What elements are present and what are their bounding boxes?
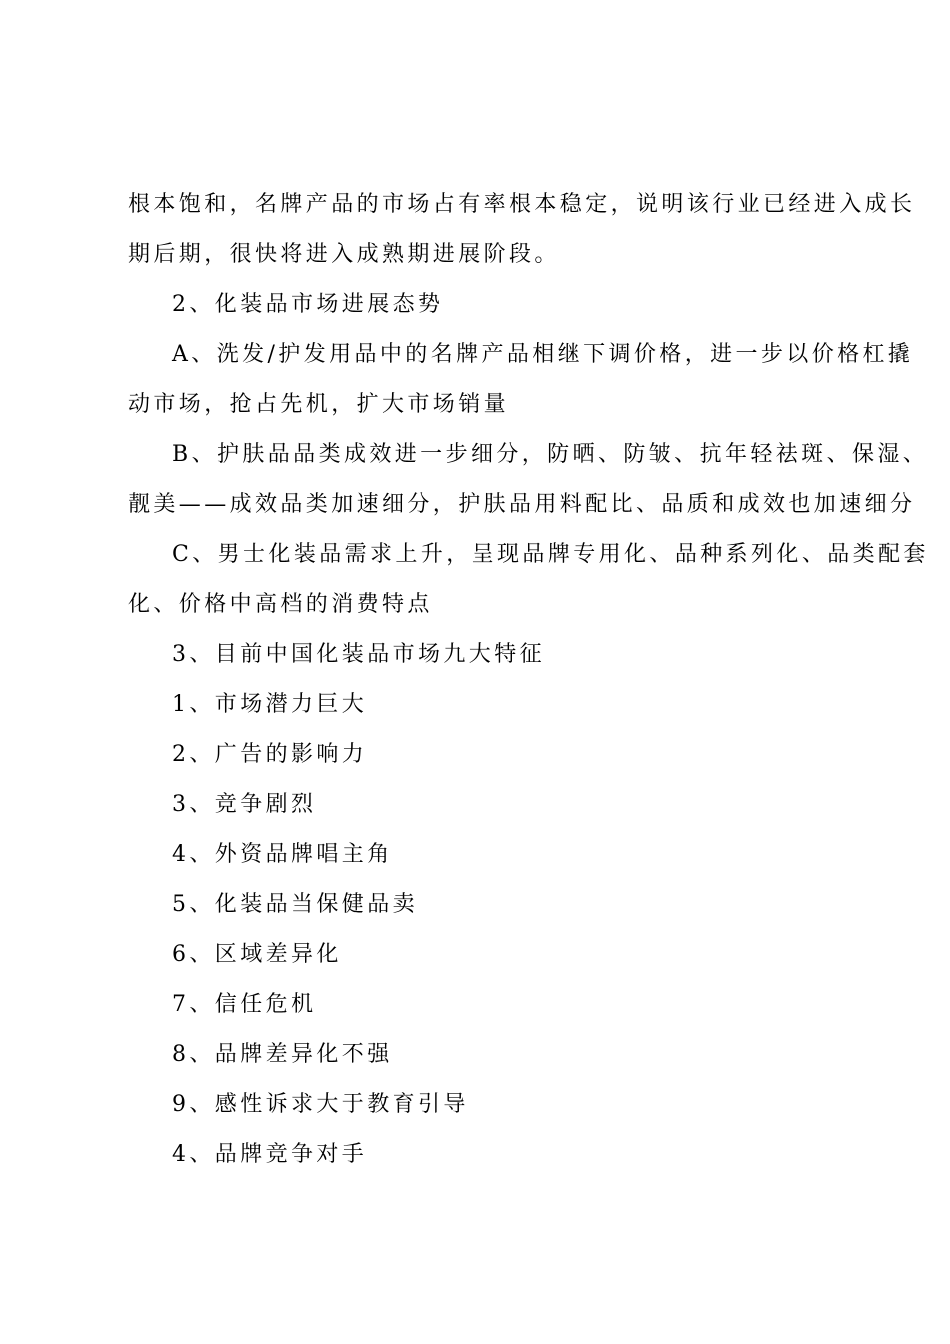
list-item: 7、信任危机	[172, 992, 317, 1017]
list-item: 3、竞争剧烈	[172, 792, 317, 817]
section-heading: 4、品牌竞争对手	[172, 1142, 368, 1167]
paragraph-line: 根本饱和，名牌产品的市场占有率根本稳定，说明该行业已经进入成长	[128, 192, 916, 217]
section-heading: 3、目前中国化装品市场九大特征	[172, 642, 545, 667]
paragraph-line: 化、价格中高档的消费特点	[128, 592, 433, 617]
paragraph-line: B、护肤品品类成效进一步细分，防晒、防皱、抗年轻祛斑、保湿、	[172, 442, 929, 467]
paragraph-line: A、洗发/护发用品中的名牌产品相继下调价格，进一步以价格杠撬	[172, 342, 914, 367]
paragraph-line: 靓美——成效品类加速细分，护肤品用料配比、品质和成效也加速细分	[128, 492, 916, 517]
list-item: 5、化装品当保健品卖	[172, 892, 418, 917]
paragraph-line: 动市场，抢占先机，扩大市场销量	[128, 392, 510, 417]
list-item: 8、品牌差异化不强	[172, 1042, 393, 1067]
list-item: 1、市场潜力巨大	[172, 692, 368, 717]
list-item: 4、外资品牌唱主角	[172, 842, 393, 867]
paragraph-line: 期后期，很快将进入成熟期进展阶段。	[128, 242, 560, 267]
list-item: 9、感性诉求大于教育引导	[172, 1092, 469, 1117]
list-item: 2、广告的影响力	[172, 742, 368, 767]
list-item: 6、区域差异化	[172, 942, 342, 967]
section-heading: 2、化装品市场进展态势	[172, 292, 444, 317]
paragraph-line: C、男士化装品需求上升，呈现品牌专用化、品种系列化、品类配套	[172, 542, 929, 567]
